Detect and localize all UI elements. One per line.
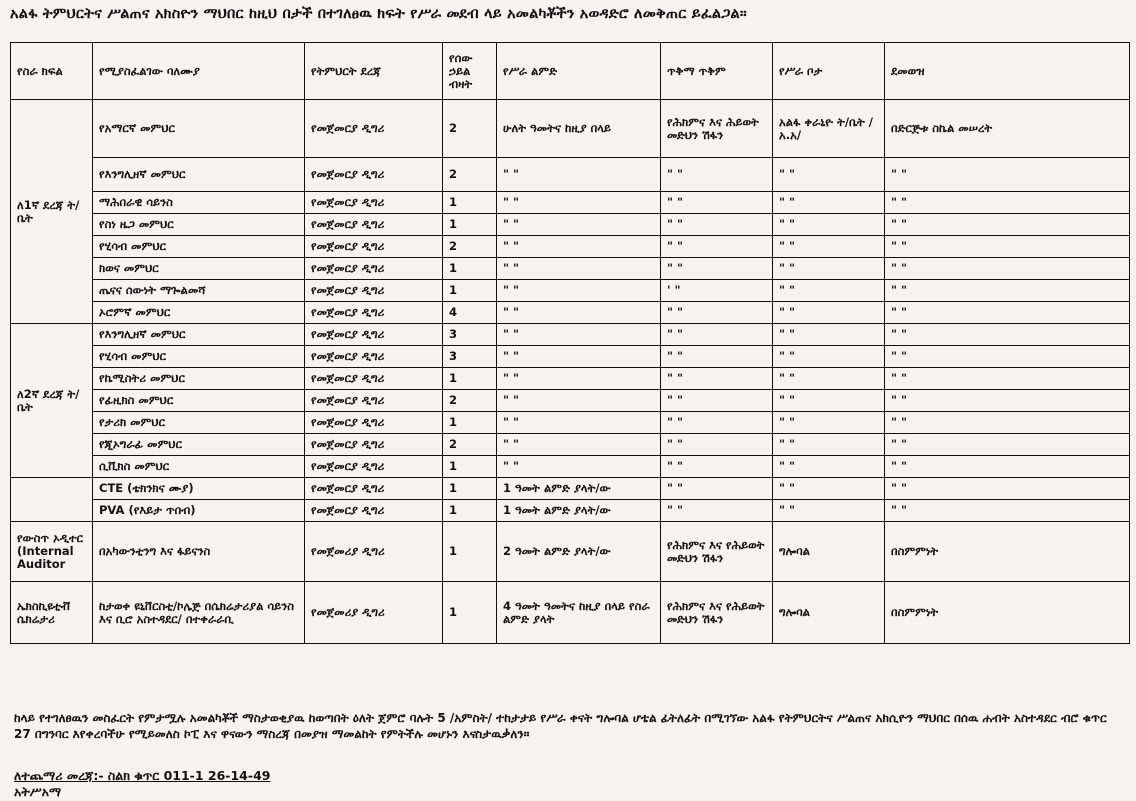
cell-location: " ": [773, 412, 885, 434]
cell-salary: " ": [885, 478, 1130, 500]
cell-department: ለ2ኛ ደረጃ ት/ቤት: [11, 324, 93, 478]
cell-location: " ": [773, 280, 885, 302]
cell-quantity: 3: [443, 324, 497, 346]
cell-position: የኬሚስትሪ መምህር: [93, 368, 305, 390]
cell-salary: " ": [885, 214, 1130, 236]
cell-benefits: " ": [661, 390, 773, 412]
cell-education: የመጀመርያ ዲግሪ: [305, 368, 443, 390]
cell-quantity: 1: [443, 500, 497, 522]
cell-department: ኤክስኪዩቲቭ ሴክሬታሪ: [11, 582, 93, 644]
table-row: [11, 390, 1130, 412]
cell-location: " ": [773, 478, 885, 500]
signature: አትሥአማ: [14, 784, 61, 799]
contact-info: ለተጨማሪ መረጃ:- ስልክ ቁጥር 011-1 26-14-49: [14, 768, 271, 783]
cell-location: አልፋ ቀራኒዮ ት/ቤት /አ.አ/: [773, 100, 885, 158]
cell-position: የሂሳብ መምህር: [93, 346, 305, 368]
cell-quantity: 1: [443, 368, 497, 390]
cell-location: " ": [773, 500, 885, 522]
cell-experience: 1 ዓመት ልምድ ያላት/ው: [497, 478, 661, 500]
table-header-row: [11, 43, 1130, 100]
cell-benefits: " ": [661, 434, 773, 456]
cell-quantity: 2: [443, 100, 497, 158]
table-row: [11, 500, 1130, 522]
cell-benefits: " ": [661, 324, 773, 346]
cell-salary: " ": [885, 258, 1130, 280]
cell-position: የአማርኛ መምህር: [93, 100, 305, 158]
cell-education: የመጀመርያ ዲግሪ: [305, 390, 443, 412]
cell-experience: " ": [497, 158, 661, 192]
cell-location: " ": [773, 236, 885, 258]
cell-experience: 2 ዓመት ልምድ ያላት/ው: [497, 522, 661, 582]
cell-quantity: 2: [443, 236, 497, 258]
cell-location: " ": [773, 302, 885, 324]
cell-education: የመጀመሪያ ዲግሪ: [305, 522, 443, 582]
cell-experience: 4 ዓመት ዓመትና ከዚያ በላይ የስራ ልምድ ያላት: [497, 582, 661, 644]
cell-salary: " ": [885, 192, 1130, 214]
cell-location: " ": [773, 390, 885, 412]
table-row: [11, 478, 1130, 500]
cell-position: ማሕበራዊ ሳይንስ: [93, 192, 305, 214]
cell-position: የታሪክ መምህር: [93, 412, 305, 434]
cell-experience: " ": [497, 456, 661, 478]
table-row: [11, 582, 1130, 644]
header-location: የሥራ ቦታ: [773, 43, 885, 100]
cell-education: የመጀመርያ ዲግሪ: [305, 258, 443, 280]
cell-benefits: ' ": [661, 280, 773, 302]
vacancy-table: [10, 42, 1130, 644]
cell-quantity: 1: [443, 582, 497, 644]
cell-quantity: 1: [443, 214, 497, 236]
cell-salary: " ": [885, 346, 1130, 368]
cell-salary: በስምምነት: [885, 522, 1130, 582]
cell-education: የመጀመርያ ዲግሪ: [305, 412, 443, 434]
cell-education: የመጀመርያ ዲግሪ: [305, 214, 443, 236]
cell-location: " ": [773, 192, 885, 214]
header-department: የስራ ክፍል: [11, 43, 93, 100]
cell-salary: " ": [885, 280, 1130, 302]
cell-benefits: " ": [661, 412, 773, 434]
cell-location: ግሎባል: [773, 582, 885, 644]
cell-position: ሲቪክስ መምህር: [93, 456, 305, 478]
cell-education: የመጀመርያ ዲግሪ: [305, 324, 443, 346]
table-row: [11, 346, 1130, 368]
cell-benefits: " ": [661, 158, 773, 192]
cell-education: የመጀመርያ ዲግሪ: [305, 302, 443, 324]
cell-experience: ሁለት ዓመትና ከዚያ በላይ: [497, 100, 661, 158]
cell-quantity: 1: [443, 192, 497, 214]
table-row: [11, 302, 1130, 324]
header-position: የሚያስፈልገው ባለሙያ: [93, 43, 305, 100]
cell-position: በአካውንቲንግ እና ፋይናንስ: [93, 522, 305, 582]
table-row: [11, 158, 1130, 192]
cell-benefits: " ": [661, 236, 773, 258]
cell-salary: " ": [885, 390, 1130, 412]
cell-location: " ": [773, 368, 885, 390]
cell-position: ከታወቀ ዩኒቨርስቲ/ኮሌጅ በሴክሬታሪያል ሳይንስ እና ቢሮ አስተዳደር/ በተቀራራቢ: [93, 582, 305, 644]
cell-location: ግሎባል: [773, 522, 885, 582]
cell-benefits: " ": [661, 302, 773, 324]
cell-experience: " ": [497, 368, 661, 390]
cell-education: የመጀመርያ ዲግሪ: [305, 346, 443, 368]
cell-position: ክወና መምህር: [93, 258, 305, 280]
cell-quantity: 2: [443, 158, 497, 192]
cell-location: " ": [773, 324, 885, 346]
cell-education: የመጀመርያ ዲግሪ: [305, 280, 443, 302]
header-experience: የሥራ ልምድ: [497, 43, 661, 100]
cell-quantity: 2: [443, 434, 497, 456]
table-row: [11, 434, 1130, 456]
cell-position: የፊዚክስ መምህር: [93, 390, 305, 412]
cell-experience: " ": [497, 192, 661, 214]
cell-benefits: " ": [661, 368, 773, 390]
cell-benefits: " ": [661, 214, 773, 236]
header-benefits: ጥቅማ ጥቅም: [661, 43, 773, 100]
cell-experience: " ": [497, 390, 661, 412]
cell-benefits: የሕክምና እና የሕይወት መድህን ሽፋን: [661, 522, 773, 582]
cell-location: " ": [773, 346, 885, 368]
cell-position: የእንግሊዘኛ መምህር: [93, 324, 305, 346]
cell-position: የስነ ዜጋ መምህር: [93, 214, 305, 236]
cell-quantity: 1: [443, 412, 497, 434]
table-row: [11, 324, 1130, 346]
cell-salary: " ": [885, 302, 1130, 324]
cell-quantity: 1: [443, 258, 497, 280]
table-row: [11, 456, 1130, 478]
cell-quantity: 2: [443, 390, 497, 412]
table-row: [11, 192, 1130, 214]
cell-salary: በድርጅቱ ስኬል መሠረት: [885, 100, 1130, 158]
cell-department: የውስጥ ኦዲተር (Internal Auditor: [11, 522, 93, 582]
table-row: [11, 100, 1130, 158]
cell-experience: " ": [497, 346, 661, 368]
cell-position: ኦሮምኛ መምህር: [93, 302, 305, 324]
cell-salary: በስምምነት: [885, 582, 1130, 644]
cell-position: PVA (የእይታ ጥበብ): [93, 500, 305, 522]
cell-education: የመጀመሪያ ዲግሪ: [305, 582, 443, 644]
cell-education: የመጀመርያ ዲግሪ: [305, 500, 443, 522]
cell-location: " ": [773, 214, 885, 236]
cell-quantity: 1: [443, 522, 497, 582]
table-row: [11, 236, 1130, 258]
table-row: [11, 368, 1130, 390]
cell-education: የመጀመርያ ዲግሪ: [305, 478, 443, 500]
cell-quantity: 1: [443, 456, 497, 478]
cell-benefits: " ": [661, 500, 773, 522]
cell-benefits: የሕክምና እና የሕይወት መድህን ሽፋን: [661, 582, 773, 644]
cell-benefits: " ": [661, 192, 773, 214]
cell-quantity: 4: [443, 302, 497, 324]
header-quantity: የሰው ኃይል ብዛት: [443, 43, 497, 100]
cell-experience: " ": [497, 324, 661, 346]
cell-benefits: " ": [661, 258, 773, 280]
cell-position: የጂኦግራፊ መምህር: [93, 434, 305, 456]
cell-experience: " ": [497, 280, 661, 302]
cell-salary: " ": [885, 368, 1130, 390]
table-row: [11, 258, 1130, 280]
cell-department: ለ1ኛ ደረጃ ት/ቤት: [11, 100, 93, 324]
headline: አልፋ ትምህርትና ሥልጠና አክስዮን ማህበር ከዚህ በታች በተገለፀዉ ክፍት የሥራ መደብ ላይ አመልካቾችን አወዳድሮ ለመቅጠር ይፈልጋል።: [10, 6, 747, 22]
cell-salary: " ": [885, 500, 1130, 522]
cell-quantity: 1: [443, 280, 497, 302]
cell-salary: " ": [885, 456, 1130, 478]
cell-salary: " ": [885, 236, 1130, 258]
cell-benefits: " ": [661, 456, 773, 478]
cell-experience: " ": [497, 236, 661, 258]
cell-department: [11, 478, 93, 522]
cell-position: የሂሳብ መምህር: [93, 236, 305, 258]
cell-location: " ": [773, 158, 885, 192]
cell-education: የመጀመርያ ዲግሪ: [305, 434, 443, 456]
cell-experience: " ": [497, 434, 661, 456]
cell-position: ጤናና ሰውነት ማጐልመሻ: [93, 280, 305, 302]
cell-salary: " ": [885, 434, 1130, 456]
header-salary: ደመወዝ: [885, 43, 1130, 100]
cell-location: " ": [773, 456, 885, 478]
cell-education: የመጀመርያ ዲግሪ: [305, 158, 443, 192]
cell-benefits: " ": [661, 478, 773, 500]
cell-salary: " ": [885, 158, 1130, 192]
cell-experience: " ": [497, 412, 661, 434]
cell-position: CTE (ቴክንክና ሙያ): [93, 478, 305, 500]
application-instructions: ከላይ የተገለፀዉን መስፈርት የምታሟሉ አመልካቾች ማስታወቂያዉ ከወጣበት ዕለት ጀምሮ ባሉት 5 /አምስት/ ተከታታይ የሥራ ቀናት ግሎባል ሆቴል ፊትለፊት በሚገኘው አልፋ የትምህርትና ሥልጠና አክሲዮን ማህበር በሰዉ ሐብት አስተዳደር ብሮ ቁጥር 27 በግንባር እየቀረባችሁ የሚይመለስ ኮፒ እና ዋናውን ማስረጃ በመያዝ ማመልከት የምትችሉ መሆኑን እናስታዉቃለን።: [14, 711, 1107, 741]
cell-position: የእንግሊዘኛ መምህር: [93, 158, 305, 192]
cell-education: የመጀመርያ ዲግሪ: [305, 236, 443, 258]
cell-location: " ": [773, 434, 885, 456]
cell-education: የመጀመርያ ዲግሪ: [305, 192, 443, 214]
cell-quantity: 1: [443, 478, 497, 500]
cell-experience: " ": [497, 214, 661, 236]
cell-salary: " ": [885, 324, 1130, 346]
table-row: [11, 214, 1130, 236]
table-row: [11, 280, 1130, 302]
cell-benefits: " ": [661, 346, 773, 368]
cell-experience: " ": [497, 258, 661, 280]
cell-experience: " ": [497, 302, 661, 324]
header-education: የትምህርት ደረጃ: [305, 43, 443, 100]
table-row: [11, 522, 1130, 582]
cell-benefits: የሕክምና እና ሕይወት መድህን ሽፋን: [661, 100, 773, 158]
cell-education: የመጀመርያ ዲግሪ: [305, 456, 443, 478]
cell-location: " ": [773, 258, 885, 280]
table-row: [11, 412, 1130, 434]
cell-experience: 1 ዓመት ልምድ ያላት/ው: [497, 500, 661, 522]
cell-salary: " ": [885, 412, 1130, 434]
cell-education: የመጀመርያ ዲግሪ: [305, 100, 443, 158]
cell-quantity: 3: [443, 346, 497, 368]
